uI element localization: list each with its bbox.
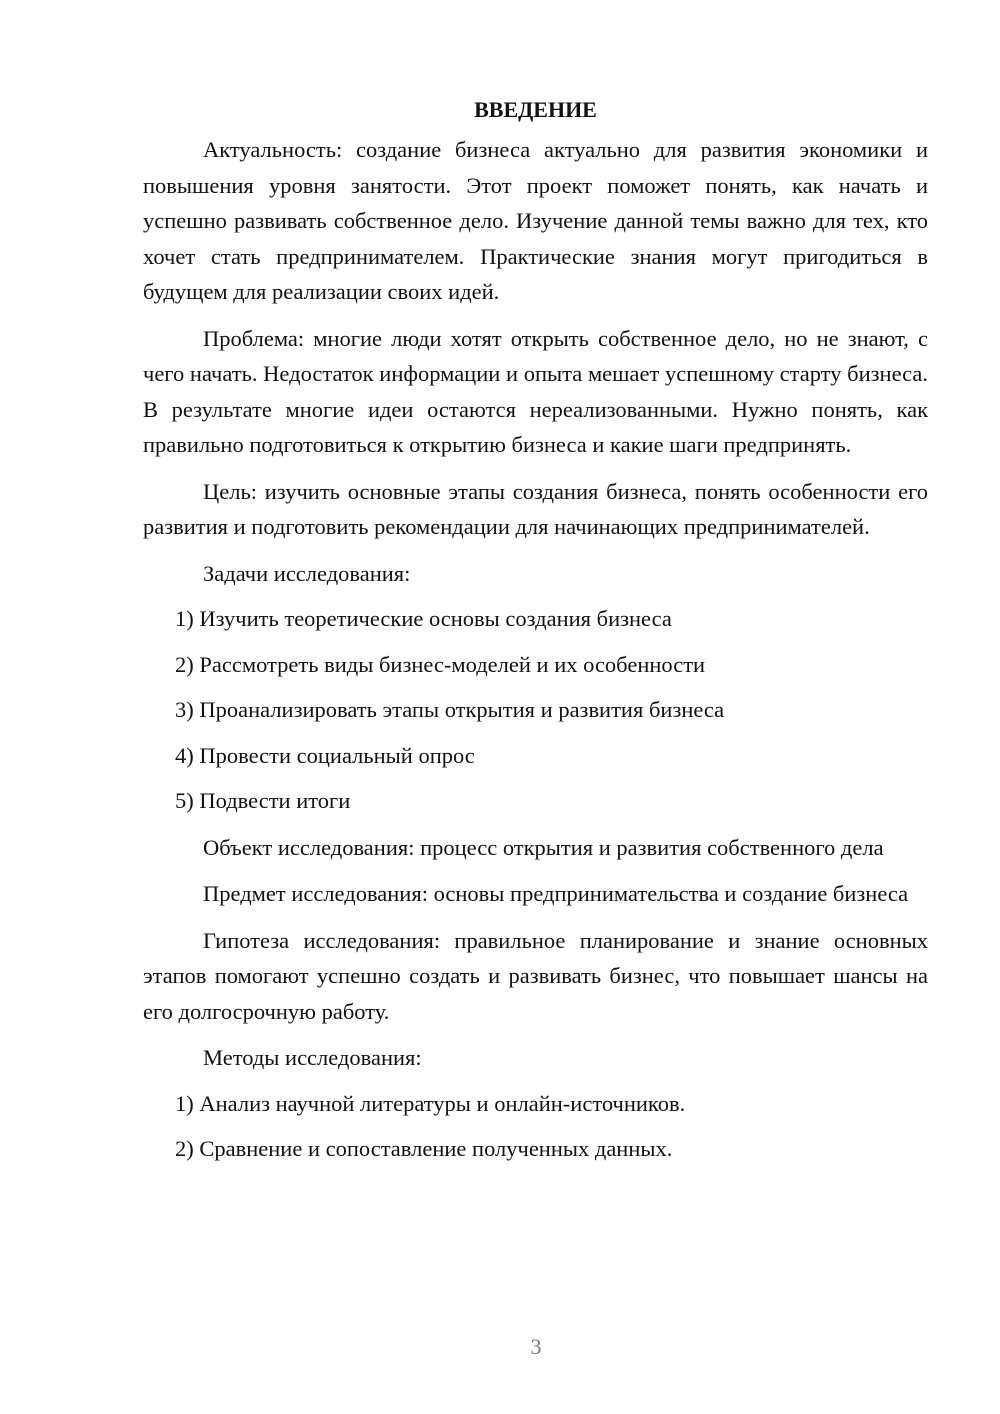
method-item: 2) Сравнение и сопоставление полученных данных. [175, 1136, 673, 1161]
method-item: 1) Анализ научной литературы и онлайн-источников. [175, 1090, 686, 1116]
task-item: 4) Провести социальный опрос [175, 742, 475, 768]
section-heading: ВВЕДЕНИЕ [474, 97, 597, 122]
task-item: 3) Проанализировать этапы открытия и развития бизнеса [175, 697, 725, 722]
methods-title: Методы исследования: [203, 1045, 422, 1070]
task-item: 1) Изучить теоретические основы создания бизнеса [175, 606, 672, 631]
relevance-paragraph: Актуальность: создание бизнеса актуально для развития экономики и повышения уровня занятости. Этот проект поможет понять, как начать и успешно развивать собственное дело. Изучение данной темы важно для тех, кто хочет стать предпринимателем. Практические знания могут пригодиться в будущем для реализации своих идей. [143, 137, 928, 304]
task-item: 5) Подвести итоги [175, 788, 351, 813]
subject-paragraph: Предмет исследования: основы предпринимательства и создание бизнеса [203, 881, 909, 906]
hypothesis-paragraph: Гипотеза исследования: правильное планирование и знание основных этапов помогают успешно создать и развивать бизнес, что повышает шансы на его долгосрочную работу. [143, 927, 928, 1024]
page-number: 3 [530, 1334, 542, 1359]
problem-paragraph: Проблема: многие люди хотят открыть собственное дело, но не знают, с чего начать. Недостаток информации и опыта мешает успешному старту бизнеса. В результате многие идеи остаются нереализованными. Нужно понять, как правильно подготовиться к открытию бизнеса и какие шаги предпринять. [143, 325, 928, 457]
goal-paragraph: Цель: изучить основные этапы создания бизнеса, понять особенности его развития и подготовить рекомендации для начинающих предпринимателей. [143, 478, 928, 539]
page-content [143, 92, 928, 1167]
object-paragraph: Объект исследования: процесс открытия и развития собственного дела [203, 834, 884, 860]
task-item: 2) Рассмотреть виды бизнес-моделей и их особенности [175, 651, 706, 677]
tasks-title: Задачи исследования: [203, 560, 411, 586]
